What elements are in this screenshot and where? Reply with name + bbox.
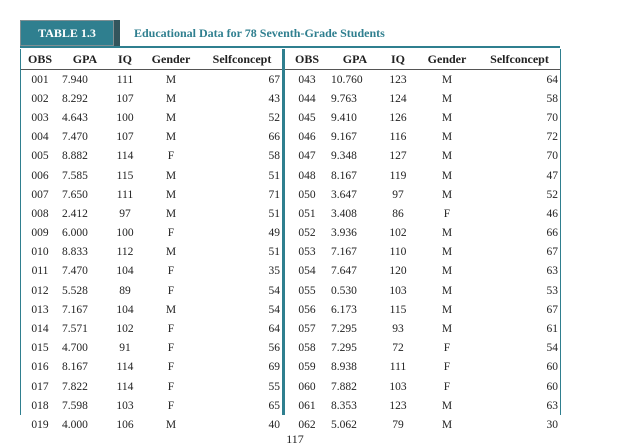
selfconcept-cell: 72 — [546, 131, 558, 144]
table-row — [20, 281, 282, 300]
table-row — [20, 396, 282, 415]
obs-cell: 059 — [298, 361, 316, 374]
obs-cell: 050 — [298, 188, 316, 201]
selfconcept-cell: 40 — [268, 418, 280, 431]
table-row — [20, 319, 282, 338]
table-label-shadow — [114, 20, 120, 46]
selfconcept-cell: 67 — [546, 303, 558, 316]
gpa-cell: 8.353 — [331, 399, 357, 412]
gender-cell: F — [167, 380, 175, 393]
selfconcept-cell: 51 — [268, 169, 280, 182]
selfconcept-cell: 66 — [546, 227, 558, 240]
obs-cell: 053 — [298, 246, 316, 259]
obs-cell: 054 — [298, 265, 316, 278]
gender-cell: M — [165, 303, 177, 316]
iq-cell: 93 — [392, 323, 404, 336]
gpa-cell: 8.167 — [331, 169, 357, 182]
obs-cell: 057 — [298, 323, 316, 336]
data-table-right — [285, 49, 560, 435]
iq-cell: 104 — [116, 265, 134, 278]
gender-cell: M — [441, 150, 453, 163]
gender-cell: M — [441, 131, 453, 144]
iq-cell: 111 — [389, 361, 407, 374]
gpa-cell: 7.647 — [331, 265, 357, 278]
gpa-cell: 7.571 — [62, 323, 88, 336]
table-row — [20, 339, 282, 358]
gpa-cell: 6.000 — [62, 227, 88, 240]
gpa-cell: 4.000 — [62, 418, 88, 431]
gpa-cell: 8.882 — [62, 150, 88, 163]
gpa-cell: 7.295 — [331, 342, 357, 355]
gpa-cell: 9.167 — [331, 131, 357, 144]
table-row — [285, 185, 560, 204]
gpa-cell: 7.882 — [331, 380, 357, 393]
gender-cell: M — [165, 111, 177, 124]
selfconcept-cell: 51 — [268, 246, 280, 259]
gpa-cell: 2.412 — [62, 207, 88, 220]
selfconcept-cell: 54 — [268, 303, 280, 316]
selfconcept-cell: 58 — [546, 92, 558, 105]
obs-cell: 017 — [31, 380, 49, 393]
table-row — [20, 243, 282, 262]
obs-cell: 061 — [298, 399, 316, 412]
selfconcept-cell: 70 — [546, 111, 558, 124]
table-row — [20, 204, 282, 223]
obs-cell: 047 — [298, 150, 316, 163]
gender-cell: F — [443, 342, 451, 355]
iq-cell: 86 — [392, 207, 404, 220]
table-row — [20, 166, 282, 185]
selfconcept-cell: 55 — [268, 380, 280, 393]
table-row — [285, 319, 560, 338]
gender-cell: M — [165, 131, 177, 144]
selfconcept-cell: 64 — [546, 73, 558, 86]
obs-cell: 009 — [31, 227, 49, 240]
col-header-iq: IQ — [381, 49, 415, 70]
gpa-cell: 0.530 — [331, 284, 357, 297]
table-row — [20, 224, 282, 243]
table-row — [285, 358, 560, 377]
gpa-cell: 7.167 — [62, 303, 88, 316]
obs-cell: 051 — [298, 207, 316, 220]
obs-cell: 011 — [31, 265, 49, 278]
selfconcept-cell: 30 — [546, 418, 558, 431]
selfconcept-cell: 52 — [268, 111, 280, 124]
gpa-cell: 4.700 — [62, 342, 88, 355]
selfconcept-cell: 49 — [268, 227, 280, 240]
selfconcept-cell: 64 — [268, 323, 280, 336]
gender-cell: M — [165, 188, 177, 201]
gpa-cell: 8.292 — [62, 92, 88, 105]
obs-cell: 006 — [31, 169, 49, 182]
selfconcept-cell: 60 — [546, 380, 558, 393]
col-header-iq: IQ — [110, 49, 140, 70]
selfconcept-cell: 66 — [268, 131, 280, 144]
gender-cell: M — [441, 188, 453, 201]
iq-cell: 97 — [392, 188, 404, 201]
table-row — [285, 339, 560, 358]
obs-cell: 062 — [298, 418, 316, 431]
obs-cell: 055 — [298, 284, 316, 297]
iq-cell: 89 — [119, 284, 131, 297]
selfconcept-cell: 46 — [546, 207, 558, 220]
gender-cell: F — [443, 361, 451, 374]
selfconcept-cell: 35 — [268, 265, 280, 278]
col-header-gpa: GPA — [60, 49, 110, 70]
gpa-cell: 5.528 — [62, 284, 88, 297]
table-row — [285, 281, 560, 300]
gpa-cell: 7.650 — [62, 188, 88, 201]
iq-cell: 114 — [116, 380, 134, 393]
table-row — [285, 224, 560, 243]
gender-cell: F — [443, 380, 451, 393]
table-row — [285, 396, 560, 415]
table-row — [20, 377, 282, 396]
table-row — [285, 108, 560, 127]
table-row — [285, 262, 560, 281]
selfconcept-cell: 56 — [268, 342, 280, 355]
iq-cell: 103 — [116, 399, 134, 412]
col-header-obs: OBS — [285, 49, 329, 70]
gender-cell: F — [167, 265, 175, 278]
iq-cell: 123 — [389, 399, 407, 412]
selfconcept-cell: 53 — [546, 284, 558, 297]
table-row — [20, 70, 282, 90]
iq-cell: 107 — [116, 131, 134, 144]
gpa-cell: 9.348 — [331, 150, 357, 163]
gpa-cell: 7.295 — [331, 323, 357, 336]
iq-cell: 115 — [116, 169, 134, 182]
iq-cell: 126 — [389, 111, 407, 124]
iq-cell: 119 — [389, 169, 407, 182]
obs-cell: 015 — [31, 342, 49, 355]
gender-cell: M — [441, 92, 453, 105]
selfconcept-cell: 63 — [546, 265, 558, 278]
gender-cell: M — [441, 399, 453, 412]
gender-cell: M — [441, 169, 453, 182]
iq-cell: 115 — [389, 303, 407, 316]
selfconcept-cell: 54 — [546, 342, 558, 355]
obs-cell: 045 — [298, 111, 316, 124]
gender-cell: M — [441, 111, 453, 124]
iq-cell: 97 — [119, 207, 131, 220]
table-row — [20, 262, 282, 281]
iq-cell: 72 — [392, 342, 404, 355]
iq-cell: 112 — [116, 246, 134, 259]
selfconcept-cell: 70 — [546, 150, 558, 163]
gender-cell: M — [165, 207, 177, 220]
table-title: Educational Data for 78 Seventh-Grade Students — [134, 26, 385, 40]
gpa-cell: 9.410 — [331, 111, 357, 124]
gender-cell: M — [441, 284, 453, 297]
obs-cell: 056 — [298, 303, 316, 316]
top-rule — [20, 46, 560, 48]
col-header-selfconcept: Selfconcept — [202, 49, 282, 70]
col-header-gender: Gender — [415, 49, 479, 70]
obs-cell: 013 — [31, 303, 49, 316]
iq-cell: 124 — [389, 92, 407, 105]
gender-cell: M — [165, 169, 177, 182]
page-number: 117 — [286, 432, 304, 446]
gender-cell: F — [167, 323, 175, 336]
table-header — [20, 20, 560, 46]
table-row — [20, 108, 282, 127]
obs-cell: 018 — [31, 399, 49, 412]
table-row — [285, 204, 560, 223]
iq-cell: 79 — [392, 418, 404, 431]
col-header-selfconcept: Selfconcept — [479, 49, 560, 70]
selfconcept-cell: 58 — [268, 150, 280, 163]
iq-cell: 111 — [116, 73, 134, 86]
obs-cell: 008 — [31, 207, 49, 220]
obs-cell: 004 — [31, 131, 49, 144]
gender-cell: M — [165, 92, 177, 105]
table-row — [285, 128, 560, 147]
gender-cell: M — [441, 227, 453, 240]
obs-cell: 014 — [31, 323, 49, 336]
table-label: TABLE 1.3 — [20, 20, 114, 46]
col-header-gpa: GPA — [329, 49, 381, 70]
left-rule — [20, 49, 21, 415]
gpa-cell: 7.940 — [62, 73, 88, 86]
selfconcept-cell: 52 — [546, 188, 558, 201]
table-row — [20, 185, 282, 204]
obs-cell: 002 — [31, 92, 49, 105]
gpa-cell: 7.470 — [62, 131, 88, 144]
iq-cell: 100 — [116, 227, 134, 240]
gender-cell: M — [441, 323, 453, 336]
gender-cell: M — [441, 246, 453, 259]
gender-cell: M — [441, 265, 453, 278]
table-row — [285, 89, 560, 108]
gender-cell: F — [167, 284, 175, 297]
table-row — [285, 70, 560, 90]
gpa-cell: 8.167 — [62, 361, 88, 374]
table-row — [285, 166, 560, 185]
header-row — [285, 49, 560, 70]
selfconcept-cell: 67 — [268, 73, 280, 86]
gpa-cell: 6.173 — [331, 303, 357, 316]
gpa-cell: 10.760 — [331, 73, 363, 86]
selfconcept-cell: 65 — [268, 399, 280, 412]
gpa-cell: 8.938 — [331, 361, 357, 374]
obs-cell: 052 — [298, 227, 316, 240]
obs-cell: 005 — [31, 150, 49, 163]
gender-cell: F — [167, 399, 175, 412]
gender-cell: F — [167, 150, 175, 163]
table-row — [285, 300, 560, 319]
obs-cell: 048 — [298, 169, 316, 182]
iq-cell: 103 — [389, 380, 407, 393]
obs-cell: 003 — [31, 111, 49, 124]
table-row — [20, 147, 282, 166]
gpa-cell: 3.936 — [331, 227, 357, 240]
obs-cell: 060 — [298, 380, 316, 393]
selfconcept-cell: 69 — [268, 361, 280, 374]
iq-cell: 102 — [389, 227, 407, 240]
gender-cell: F — [167, 227, 175, 240]
iq-cell: 111 — [116, 188, 134, 201]
gpa-cell: 7.598 — [62, 399, 88, 412]
obs-cell: 043 — [298, 73, 316, 86]
iq-cell: 110 — [389, 246, 407, 259]
selfconcept-cell: 47 — [546, 169, 558, 182]
selfconcept-cell: 54 — [268, 284, 280, 297]
obs-cell: 007 — [31, 188, 49, 201]
gender-cell: M — [165, 246, 177, 259]
gender-cell: M — [165, 73, 177, 86]
gpa-cell: 7.822 — [62, 380, 88, 393]
gender-cell: M — [165, 418, 177, 431]
iq-cell: 123 — [389, 73, 407, 86]
selfconcept-cell: 51 — [268, 207, 280, 220]
obs-cell: 058 — [298, 342, 316, 355]
right-rule — [560, 49, 561, 415]
iq-cell: 104 — [116, 303, 134, 316]
iq-cell: 114 — [116, 150, 134, 163]
gender-cell: F — [443, 207, 451, 220]
obs-cell: 001 — [31, 73, 49, 86]
data-table-left — [20, 49, 282, 435]
iq-cell: 91 — [119, 342, 131, 355]
obs-cell: 010 — [31, 246, 49, 259]
gender-cell: M — [441, 418, 453, 431]
gender-cell: M — [441, 73, 453, 86]
iq-cell: 103 — [389, 284, 407, 297]
selfconcept-cell: 60 — [546, 361, 558, 374]
iq-cell: 100 — [116, 111, 134, 124]
selfconcept-cell: 67 — [546, 246, 558, 259]
gpa-cell: 8.833 — [62, 246, 88, 259]
gpa-cell: 7.470 — [62, 265, 88, 278]
table-row — [285, 147, 560, 166]
iq-cell: 102 — [116, 323, 134, 336]
col-header-obs: OBS — [20, 49, 60, 70]
header-row — [20, 49, 282, 70]
table-row — [285, 243, 560, 262]
gender-cell: M — [441, 303, 453, 316]
table-row — [20, 128, 282, 147]
obs-cell: 046 — [298, 131, 316, 144]
iq-cell: 114 — [116, 361, 134, 374]
col-header-gender: Gender — [140, 49, 202, 70]
gpa-cell: 3.647 — [331, 188, 357, 201]
obs-cell: 044 — [298, 92, 316, 105]
selfconcept-cell: 63 — [546, 399, 558, 412]
table-row — [20, 358, 282, 377]
obs-cell: 012 — [31, 284, 49, 297]
iq-cell: 116 — [389, 131, 407, 144]
gpa-cell: 3.408 — [331, 207, 357, 220]
iq-cell: 107 — [116, 92, 134, 105]
gender-cell: F — [167, 361, 175, 374]
selfconcept-cell: 61 — [546, 323, 558, 336]
obs-cell: 016 — [31, 361, 49, 374]
gpa-cell: 7.167 — [331, 246, 357, 259]
selfconcept-cell: 43 — [268, 92, 280, 105]
iq-cell: 127 — [389, 150, 407, 163]
table-row — [20, 300, 282, 319]
gpa-cell: 9.763 — [331, 92, 357, 105]
iq-cell: 120 — [389, 265, 407, 278]
obs-cell: 019 — [31, 418, 49, 431]
table-row — [20, 89, 282, 108]
selfconcept-cell: 71 — [268, 188, 280, 201]
gpa-cell: 5.062 — [331, 418, 357, 431]
table-row — [285, 377, 560, 396]
gender-cell: F — [167, 342, 175, 355]
gpa-cell: 7.585 — [62, 169, 88, 182]
iq-cell: 106 — [116, 418, 134, 431]
gpa-cell: 4.643 — [62, 111, 88, 124]
